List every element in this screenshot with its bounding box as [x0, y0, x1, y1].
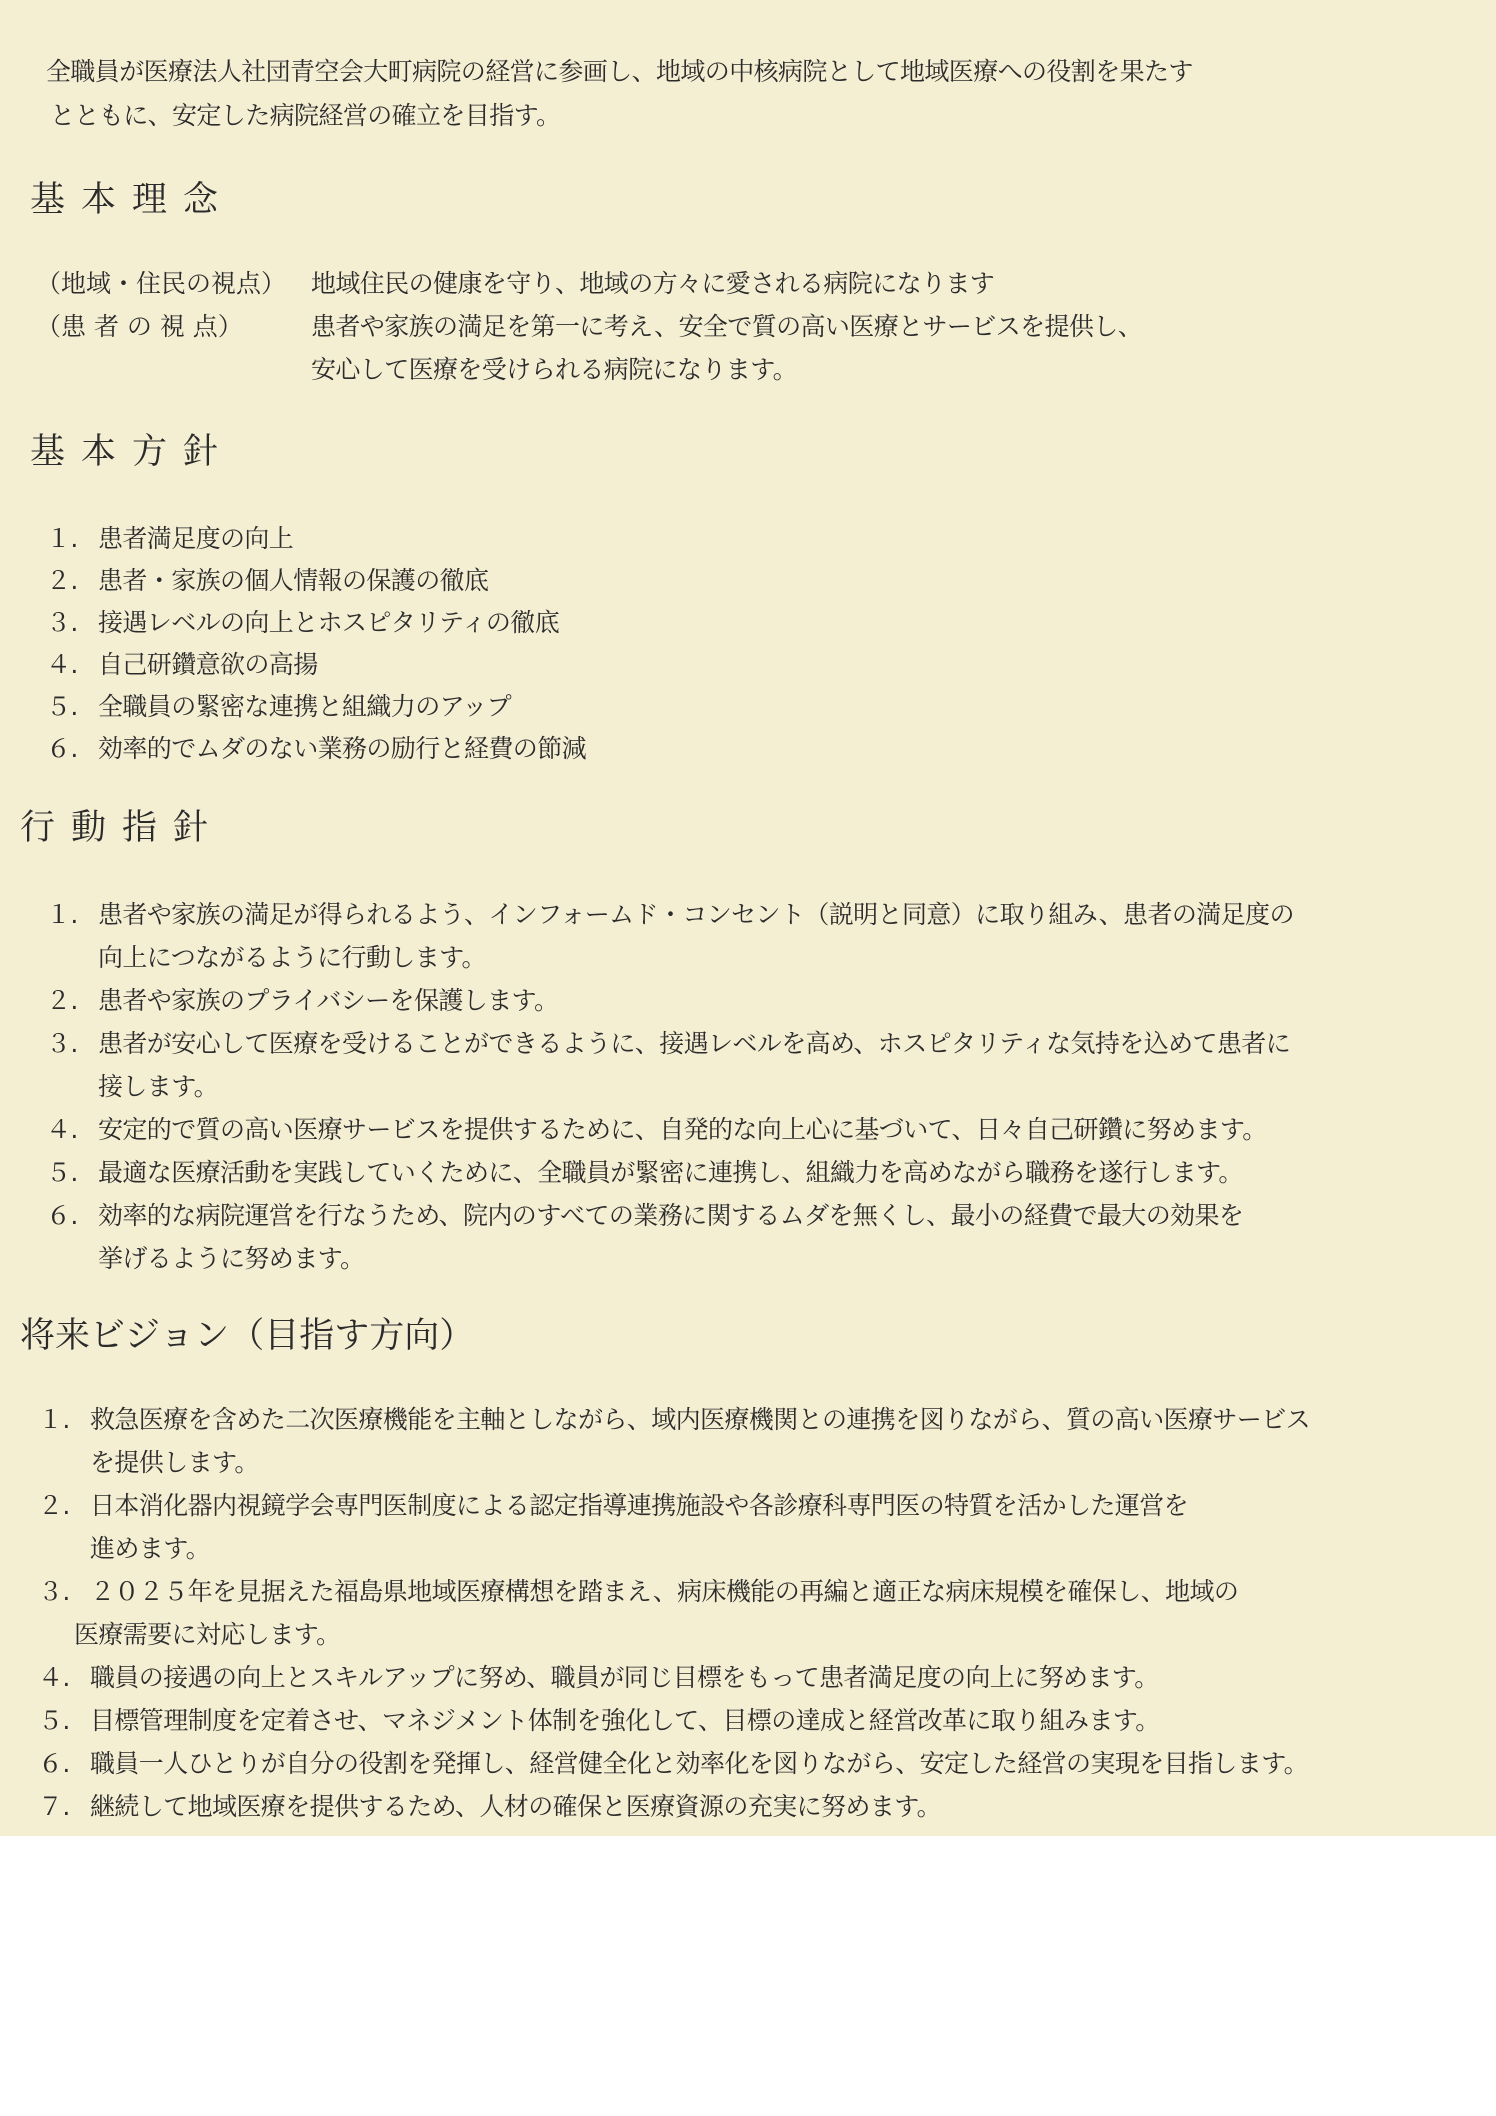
item-number: ５.	[38, 1706, 70, 1735]
philosophy-heading: 基本理念	[30, 180, 235, 220]
philosophy-item	[36, 264, 994, 300]
item-number: ２.	[46, 986, 78, 1015]
guideline-item	[46, 1110, 1267, 1146]
item-text: 患者・家族の個人情報の保護の徹底	[98, 566, 489, 595]
item-number: ４.	[38, 1663, 70, 1692]
item-number: １.	[46, 900, 78, 929]
philosophy-text-continued: 安心して医療を受けられる病院になります。	[311, 355, 798, 384]
intro-line-2: とともに、安定した病院経営の確立を目指す。	[50, 101, 561, 130]
item-number: ５.	[46, 692, 78, 721]
policy-heading: 基本方針	[30, 432, 235, 472]
vision-item	[38, 1400, 1310, 1436]
vision-item	[38, 1658, 1159, 1694]
item-text: 安定的で質の高い医療サービスを提供するために、自発的な向上心に基づいて、日々自己研鑽に努めます。	[98, 1115, 1267, 1144]
item-number: ２.	[38, 1491, 70, 1520]
philosophy-label: （患 者 の 視 点）	[36, 312, 243, 341]
item-text-continued: を提供します。	[90, 1448, 259, 1477]
guideline-item	[46, 1024, 1290, 1060]
item-text: 職員一人ひとりが自分の役割を発揮し、経営健全化と効率化を図りながら、安定した経営の実現を目指します。	[90, 1749, 1309, 1778]
item-number: ６.	[46, 734, 78, 763]
item-number: ７.	[38, 1792, 70, 1821]
item-number: ２.	[46, 566, 78, 595]
item-text-continued: 向上につながるように行動します。	[98, 943, 486, 972]
item-number: ４.	[46, 1115, 78, 1144]
item-text: 患者満足度の向上	[98, 524, 294, 553]
guideline-item	[46, 1196, 1243, 1232]
philosophy-item	[36, 307, 1142, 343]
item-number: １.	[46, 524, 78, 553]
item-text: 救急医療を含めた二次医療機能を主軸としながら、域内医療機関との連携を図りながら、質の高い医療サービス	[90, 1405, 1311, 1434]
item-text-continued: 医療需要に対応します。	[74, 1620, 341, 1649]
vision-item	[38, 1787, 941, 1823]
policy-item	[46, 519, 293, 555]
vision-item	[38, 1744, 1308, 1780]
item-text: 目標管理制度を定着させ、マネジメント体制を強化して、目標の達成と経営改革に取り組みます。	[90, 1706, 1160, 1735]
guidelines-heading: 行動指針	[20, 808, 225, 848]
policy-item	[46, 561, 488, 597]
item-text: 日本消化器内視鏡学会専門医制度による認定指導連携施設や各診療科専門医の特質を活かした運営を	[90, 1491, 1189, 1520]
philosophy-label: （地域・住民の視点）	[36, 269, 287, 298]
item-text: 患者が安心して医療を受けることができるように、接遇レベルを高め、ホスピタリティな気持を込めて患者に	[98, 1029, 1291, 1058]
item-number: １.	[38, 1405, 70, 1434]
vision-item	[38, 1572, 1238, 1608]
vision-item	[38, 1701, 1160, 1737]
guideline-item	[46, 981, 558, 1017]
item-text-continued: 挙げるように努めます。	[98, 1244, 365, 1273]
item-text: 全職員の緊密な連携と組織力のアップ	[98, 692, 512, 721]
item-number: ５.	[46, 1158, 78, 1187]
policy-item	[46, 687, 511, 723]
item-text: 継続して地域医療を提供するため、人材の確保と医療資源の充実に努めます。	[90, 1792, 942, 1821]
intro-line-1: 全職員が医療法人社団青空会大町病院の経営に参画し、地域の中核病院として地域医療への役割を果たす	[46, 57, 1193, 86]
policy-item	[46, 729, 586, 765]
item-text: 職員の接遇の向上とスキルアップに努め、職員が同じ目標をもって患者満足度の向上に努めます。	[90, 1663, 1159, 1692]
item-number: ４.	[46, 650, 78, 679]
vision-item	[38, 1486, 1188, 1522]
item-text: 効率的な病院運営を行なうため、院内のすべての業務に関するムダを無くし、最小の経費で最大の効果を	[98, 1201, 1244, 1230]
philosophy-text: 患者や家族の満足を第一に考え、安全で質の高い医療とサービスを提供し、	[311, 312, 1143, 341]
item-text: 患者や家族の満足が得られるよう、インフォームド・コンセント（説明と同意）に取り組み、患者の満足度の	[98, 900, 1294, 929]
vision-heading: 将来ビジョン（目指す方向）	[20, 1316, 475, 1356]
item-text: 自己研鑽意欲の高揚	[98, 650, 318, 679]
item-text: 接遇レベルの向上とホスピタリティの徹底	[98, 608, 560, 637]
item-number: ３.	[38, 1577, 70, 1606]
item-text: 患者や家族のプライバシーを保護します。	[98, 986, 559, 1015]
policy-item	[46, 645, 318, 681]
item-text-continued: 進めます。	[90, 1534, 211, 1563]
item-text-continued: 接します。	[98, 1072, 219, 1101]
item-number: ３.	[46, 1029, 78, 1058]
guideline-item	[46, 895, 1294, 931]
item-number: ６.	[46, 1201, 78, 1230]
item-number: ６.	[38, 1749, 70, 1778]
guideline-item	[46, 1153, 1243, 1189]
item-number: ３.	[46, 608, 78, 637]
item-text: ２０２５年を見据えた福島県地域医療構想を踏まえ、病床機能の再編と適正な病床規模を確保し、地域の	[90, 1577, 1239, 1606]
policy-item	[46, 603, 559, 639]
item-text: 効率的でムダのない業務の励行と経費の節減	[98, 734, 587, 763]
item-text: 最適な医療活動を実践していくために、全職員が緊密に連携し、組織力を高めながら職務を遂行します。	[98, 1158, 1243, 1187]
philosophy-text: 地域住民の健康を守り、地域の方々に愛される病院になります	[311, 269, 995, 298]
